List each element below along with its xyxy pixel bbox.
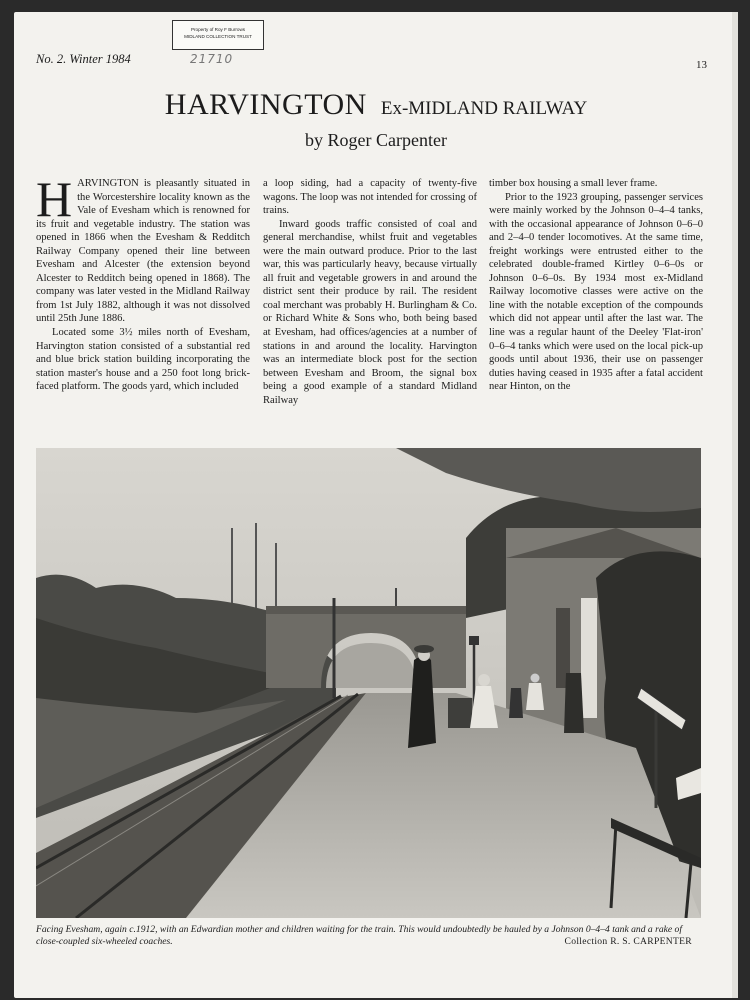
caption-text: Facing Evesham, again c.1912, with an Edwardian mother and children waiting for the train. This would undoubtedly be hauled by a Johnson 0–4–4 tank and a rake of close-coupled six-wheeled coaches. — [36, 924, 683, 947]
paragraph: timber box housing a small lever frame. — [489, 178, 658, 189]
magazine-page — [14, 12, 738, 998]
photo-credit: Collection R. S. CARPENTER — [564, 936, 692, 947]
text-column-2 — [263, 177, 477, 407]
photo-illustration — [36, 448, 701, 918]
stamp-line-1: Property of Roy F Burrows — [190, 27, 246, 32]
collection-stamp — [172, 20, 264, 50]
paragraph-text: ARVINGTON is pleasantly situated in the Worcestershire locality known as the Vale of Evesham which is renowned for its fruit and vegetable industry. The station was opened in 1866 when the Evesham & Redditch Railway Company opened their line between Evesham and Alcester (the extension beyond Alcester to Redditch being opened in 1868). The company was later vested in the Midland Railway from 1st July 1882, although it was not dissolved until 25th June 1886. — [36, 178, 250, 325]
title-subtitle: Ex-MIDLAND RAILWAY — [380, 98, 588, 119]
paragraph: Located some 3½ miles north of Evesham, Harvington station consisted of a substantial red and blue brick station building incorporating the station master's house and a 250 foot long brick-faced platform. The goods yard, which included — [36, 327, 250, 393]
handwritten-number: 21710 — [190, 52, 234, 66]
article-title — [14, 88, 738, 122]
drop-cap: H — [36, 171, 73, 227]
paragraph: Prior to the 1923 grouping, passenger services were mainly worked by the Johnson 0–4–4 tanks, with the occasional appearance of Johnson 0–6–0 and 2–4–0 tender locomotives. At the same time, freight workings were entrusted either to the celebrated double-framed Kirtley 0–6–0s or Johnson 0–6–0s. By 1934 most ex-Midland Railway locomotive classes were active on the line with the notable exception of the compounds which did not appear until after the last war. The line was a regular haunt of the Deeley 'Flat-iron' 0–6–4 tanks which were used on the local pick-up goods until about 1936, their use on passenger duties having ceased in 1935 after a fatal accident near Hinton, on the — [489, 191, 703, 393]
paragraph: a loop siding, had a capacity of twenty-five wagons. The loop was not intended for crossing of trains. — [263, 178, 477, 217]
page-number: 13 — [696, 59, 707, 71]
article-author: by Roger Carpenter — [305, 130, 447, 150]
text-column-3 — [489, 177, 703, 394]
issue-label: No. 2. Winter 1984 — [36, 52, 131, 66]
paragraph: Inward goods traffic consisted of coal and general merchandise, whilst fruit and vegetables were the main outward produce. Prior to the last war, this was particularly heavy, because virtually all fruit and vegetable growers in and around the district sent their produce by rail. The resident coal merchant was probably H. Burlingham & Co. or Richard White & Sons who, both being based at Evesham, had offices/agencies at a number of stations in and around the locality. Harvington was an intermediate block post for the section between Evesham and Broom, the signal box being a good example of a standard Midland Railway — [263, 218, 477, 406]
paragraph — [36, 171, 250, 326]
stamp-line-2: MIDLAND COLLECTION TRUST — [184, 34, 252, 39]
text-column-1 — [36, 171, 250, 394]
title-main: HARVINGTON — [164, 88, 367, 121]
station-photograph — [36, 448, 701, 918]
